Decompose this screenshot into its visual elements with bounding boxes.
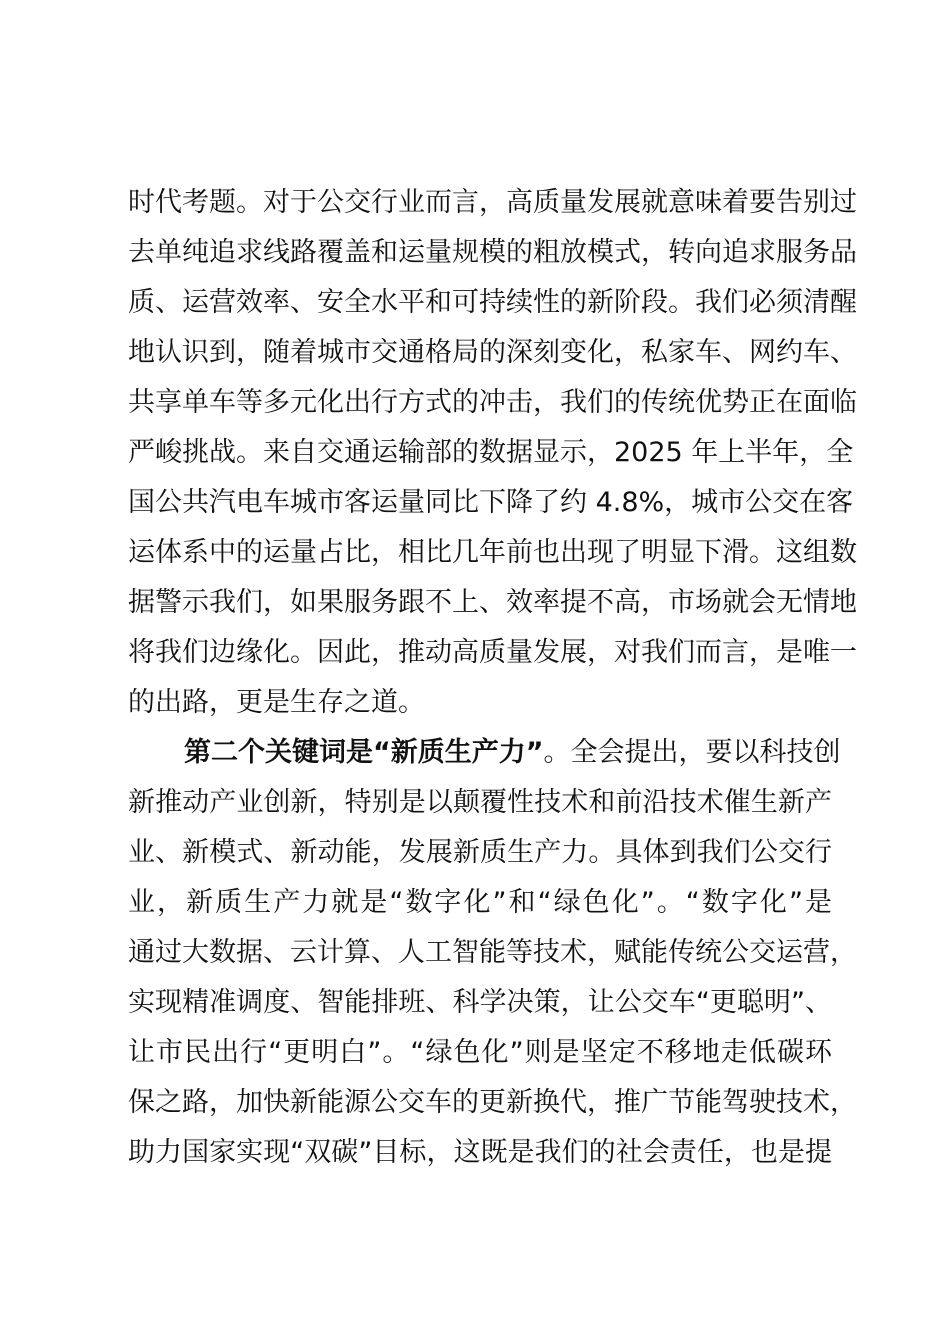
text-run: 。全会提出，要以科技创 [543, 737, 841, 768]
text-line: 业，新质生产力就是“数字化”和“绿色化”。“数字化”是 [128, 887, 832, 918]
text-line: 共享单车等多元化出行方式的冲击，我们的传统优势正在面临 [128, 387, 857, 418]
text-line: 严峻挑战。来自交通运输部的数据显示，2025 年上半年，全 [128, 437, 854, 468]
text-line: 将我们边缘化。因此，推动高质量发展，对我们而言，是唯一 [128, 637, 857, 668]
paragraph-2 [128, 728, 857, 1178]
paragraph-1 [128, 178, 857, 728]
text-line: 运体系中的运量占比，相比几年前也出现了明显下滑。这组数 [128, 537, 857, 568]
text-line: 保之路，加快新能源公交车的更新换代，推广节能驾驶技术， [128, 1087, 857, 1118]
text-line: 去单纯追求线路覆盖和运量规模的粗放模式，转向追求服务品 [128, 237, 857, 268]
text-line: 实现精准调度、智能排班、科学决策，让公交车“更聪明”、 [128, 987, 832, 1018]
text-line: 质、运营效率、安全水平和可持续性的新阶段。我们必须清醒 [128, 287, 857, 318]
text-line: 据警示我们，如果服务跟不上、效率提不高，市场就会无情地 [128, 587, 857, 618]
body-text [128, 178, 857, 1178]
text-line: 国公共汽电车城市客运量同比下降了约 4.8%，城市公交在客 [128, 487, 854, 518]
text-line: 助力国家实现“双碳”目标，这既是我们的社会责任，也是提 [128, 1137, 832, 1168]
keyword-heading: 第二个关键词是“新质生产力” [184, 737, 544, 768]
text-line: 业、新模式、新动能，发展新质生产力。具体到我们公交行 [128, 837, 832, 868]
text-line: 时代考题。对于公交行业而言，高质量发展就意味着要告别过 [128, 187, 857, 218]
text-line: 让市民出行“更明白”。“绿色化”则是坚定不移地走低碳环 [128, 1037, 832, 1068]
text-line-first [128, 728, 841, 778]
text-line: 新推动产业创新，特别是以颠覆性技术和前沿技术催生新产 [128, 787, 832, 818]
text-line: 地认识到，随着城市交通格局的深刻变化，私家车、网约车、 [128, 337, 857, 368]
text-line: 通过大数据、云计算、人工智能等技术，赋能传统公交运营， [128, 937, 857, 968]
text-line: 的出路，更是生存之道。 [128, 687, 425, 718]
